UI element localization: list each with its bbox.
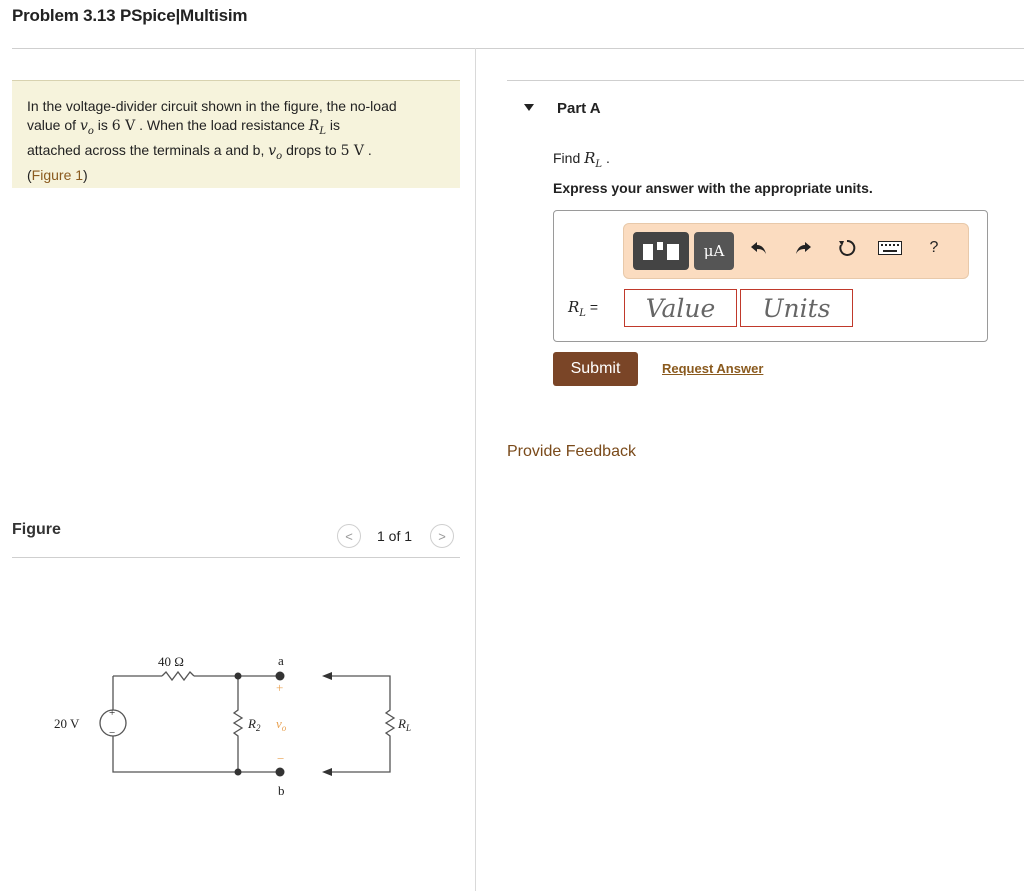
var-rl: $R_L$ <box>308 118 326 137</box>
keyboard-icon[interactable] <box>878 236 902 260</box>
problem-line-1: In the voltage-divider circuit shown in the figure, the no-load <box>27 98 397 114</box>
help-button[interactable]: ? <box>929 239 939 256</box>
figure-label: Figure <box>12 521 61 538</box>
resistor-40-symbol <box>162 672 194 680</box>
problem-line-2: value of $v_o$ is 6 V . When the load resistance $R_L$ is <box>27 117 340 137</box>
request-answer-link[interactable]: Request Answer <box>662 361 764 376</box>
collapse-triangle-icon[interactable] <box>524 104 534 111</box>
label-minus: − <box>277 751 285 766</box>
label-20v: 20 V <box>54 716 80 731</box>
arrow-b <box>322 768 332 776</box>
var-vo-2: $v_o$ <box>268 142 283 162</box>
column-divider <box>475 48 476 891</box>
rl-label: $R_L$ = <box>568 298 599 319</box>
label-r2: $R_2$ <box>248 716 261 733</box>
rl-symbol <box>330 676 394 772</box>
problem-line-3: attached across the terminals a and b, $v_o$ drops to 5 V . <box>27 141 372 162</box>
provide-feedback-link[interactable]: Provide Feedback <box>507 443 636 460</box>
figure-pager: 1 of 1 <box>377 528 413 544</box>
instructions: Express your answer with the appropriate units. <box>553 180 873 196</box>
terminal-b-dot <box>276 768 285 777</box>
label-vo: $v_o$ <box>276 716 287 733</box>
label-40-ohm: 40 Ω <box>158 654 184 669</box>
units-button[interactable]: μA <box>694 232 734 270</box>
find-prompt: Find $R_L$ . <box>553 149 610 170</box>
submit-button[interactable]: Submit <box>553 352 638 386</box>
problem-statement <box>27 97 452 185</box>
var-vo: $v_o$ <box>79 118 94 137</box>
reset-icon[interactable] <box>835 236 859 260</box>
figure-next-button[interactable]: > <box>430 524 454 548</box>
node-bottom <box>235 769 242 776</box>
undo-icon[interactable] <box>747 236 771 260</box>
page-title: Problem 3.13 PSpice|Multisim <box>12 6 248 25</box>
figure-prev-button[interactable]: < <box>337 524 361 548</box>
source-minus: − <box>109 727 116 739</box>
value-input[interactable]: Value <box>624 289 737 327</box>
circuit-diagram <box>40 640 440 810</box>
templates-icon <box>639 238 683 264</box>
node-top <box>235 673 242 680</box>
units-input[interactable]: Units <box>740 289 853 327</box>
part-a-title[interactable]: Part A <box>557 100 601 117</box>
redo-icon[interactable] <box>791 236 815 260</box>
arrow-a <box>322 672 332 680</box>
figure-1-link[interactable]: Figure 1 <box>31 166 84 183</box>
header-divider <box>12 48 1024 49</box>
label-plus: + <box>276 680 284 695</box>
source-plus: + <box>109 707 116 719</box>
label-rl: $R_L$ <box>398 716 411 733</box>
figure-divider <box>12 557 460 558</box>
label-a: a <box>278 653 284 668</box>
problem-line-4: (Figure 1) <box>27 166 88 183</box>
label-b: b <box>278 783 285 798</box>
templates-button[interactable] <box>633 232 689 270</box>
part-a-divider <box>507 80 1024 81</box>
wire-bottom <box>113 736 280 772</box>
r2-symbol <box>234 676 242 772</box>
